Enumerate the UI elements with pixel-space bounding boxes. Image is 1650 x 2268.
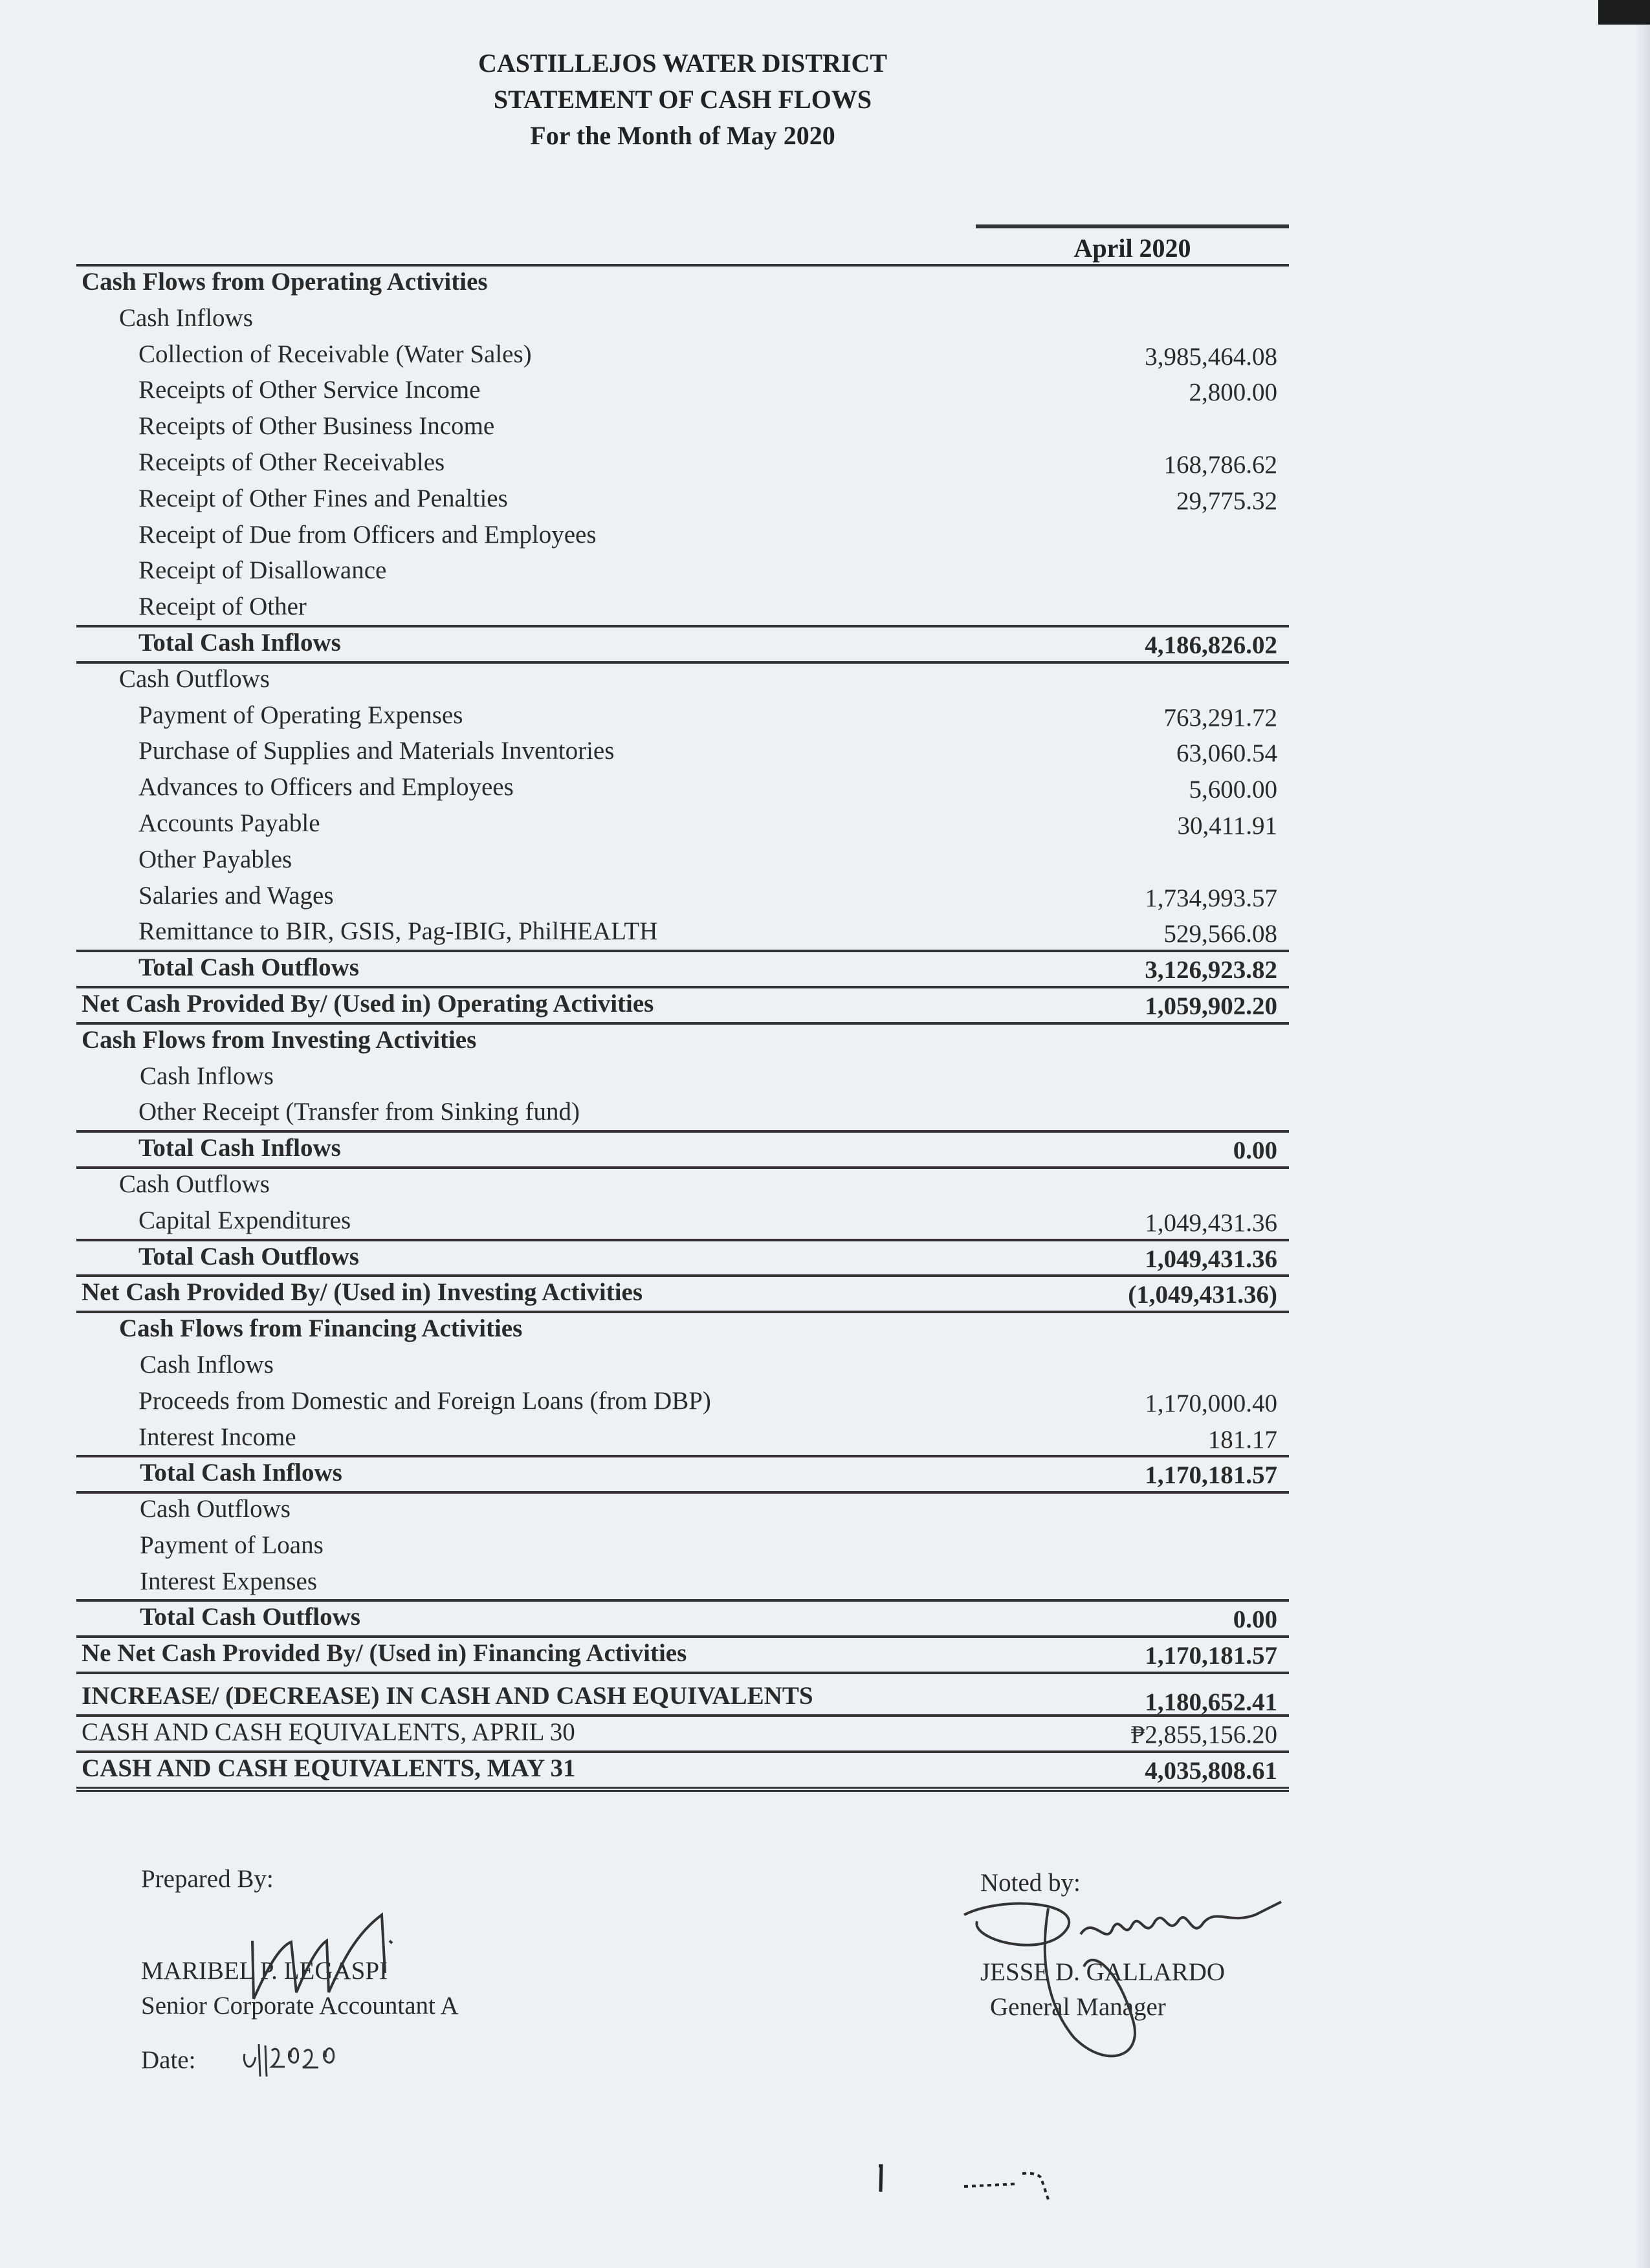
table-row bbox=[76, 1419, 1289, 1456]
row-value: 0.00 bbox=[1233, 1606, 1277, 1634]
row-value: 4,186,826.02 bbox=[1145, 631, 1277, 659]
row-value: 1,734,993.57 bbox=[1145, 884, 1277, 912]
row-value: 529,566.08 bbox=[1163, 920, 1277, 948]
row-value: 0.00 bbox=[1233, 1137, 1277, 1165]
table-row bbox=[76, 1599, 1289, 1635]
row-label: Total Cash Inflows bbox=[138, 628, 341, 657]
noted-by-name: JESSE D. GALLARDO bbox=[980, 1958, 1226, 1986]
row-label: Cash Outflows bbox=[119, 664, 270, 693]
row-label: Receipts of Other Business Income bbox=[138, 412, 495, 441]
table-row bbox=[76, 589, 1289, 625]
row-label: Net Cash Provided By/ (Used in) Operating Activities bbox=[82, 989, 654, 1018]
prepared-by-signature bbox=[220, 1902, 427, 2044]
statement-title: STATEMENT OF CASH FLOWS bbox=[493, 85, 872, 114]
row-value: 63,060.54 bbox=[1176, 739, 1277, 768]
table-row bbox=[76, 1203, 1289, 1239]
table-row bbox=[76, 1383, 1289, 1419]
row-label: Receipt of Disallowance bbox=[138, 556, 387, 585]
table-row bbox=[76, 481, 1289, 517]
table-row bbox=[76, 444, 1289, 481]
date-label: Date: bbox=[141, 2046, 196, 2074]
row-label: Total Cash Inflows bbox=[138, 1134, 341, 1162]
table-row bbox=[76, 336, 1289, 373]
noted-by-label: Noted by: bbox=[980, 1869, 1081, 1897]
row-label: Net Cash Provided By/ (Used in) Investing Activities bbox=[82, 1278, 643, 1307]
row-value: (1,049,431.36) bbox=[1128, 1281, 1277, 1309]
row-label: Payment of Loans bbox=[140, 1531, 324, 1559]
document-header bbox=[0, 45, 1365, 154]
column-header: April 2020 bbox=[1073, 234, 1191, 263]
table-row bbox=[76, 300, 1289, 336]
table-row bbox=[76, 1347, 1289, 1383]
table-row bbox=[76, 625, 1289, 661]
table-row bbox=[76, 1311, 1289, 1347]
noted-by-title: General Manager bbox=[990, 1993, 1166, 2021]
table-row bbox=[76, 661, 1289, 697]
row-label: Capital Expenditures bbox=[138, 1206, 351, 1234]
row-label: Cash Flows from Operating Activities bbox=[82, 268, 488, 296]
table-row bbox=[76, 1672, 1289, 1717]
row-label: Advances to Officers and Employees bbox=[138, 773, 514, 801]
row-label: Receipts of Other Receivables bbox=[138, 448, 445, 476]
row-label: Receipt of Other bbox=[138, 593, 307, 621]
table-row bbox=[76, 1130, 1289, 1166]
row-label: Cash Inflows bbox=[140, 1062, 274, 1090]
table-row bbox=[76, 1714, 1289, 1750]
table-row bbox=[76, 1527, 1289, 1564]
row-label: CASH AND CASH EQUIVALENTS, APRIL 30 bbox=[82, 1718, 575, 1747]
row-label: Total Cash Outflows bbox=[138, 954, 359, 982]
row-label: Ne Net Cash Provided By/ (Used in) Financing Activities bbox=[82, 1639, 687, 1668]
table-row bbox=[76, 878, 1289, 914]
row-label: Receipt of Due from Officers and Employees bbox=[138, 520, 597, 549]
scan-mark bbox=[958, 2167, 1061, 2206]
statement-period: For the Month of May 2020 bbox=[530, 121, 835, 150]
row-value: 1,049,431.36 bbox=[1145, 1245, 1277, 1273]
page-edge-shadow bbox=[1634, 0, 1650, 2268]
row-value: 1,180,652.41 bbox=[1145, 1688, 1277, 1717]
row-label: Collection of Receivable (Water Sales) bbox=[138, 340, 532, 368]
row-value: 3,126,923.82 bbox=[1145, 956, 1277, 985]
row-label: Payment of Operating Expenses bbox=[138, 701, 463, 729]
table-row bbox=[76, 517, 1289, 553]
row-label: Proceeds from Domestic and Foreign Loans (from DBP) bbox=[138, 1386, 711, 1415]
row-label: Other Payables bbox=[138, 845, 292, 873]
table-row bbox=[76, 1455, 1289, 1491]
row-label: Accounts Payable bbox=[138, 809, 320, 837]
table-row bbox=[76, 950, 1289, 986]
row-label: Cash Outflows bbox=[140, 1495, 291, 1523]
row-label: Cash Flows from Investing Activities bbox=[82, 1025, 477, 1054]
row-value: 29,775.32 bbox=[1176, 486, 1277, 515]
table-row bbox=[76, 1022, 1289, 1058]
row-label: Receipt of Other Fines and Penalties bbox=[138, 484, 508, 512]
noted-by-signature bbox=[951, 1889, 1301, 2096]
row-label: Salaries and Wages bbox=[138, 881, 334, 910]
row-value: 1,170,000.40 bbox=[1145, 1389, 1277, 1417]
table-row bbox=[76, 805, 1289, 842]
scan-speck bbox=[867, 2161, 893, 2199]
row-label: Remittance to BIR, GSIS, Pag-IBIG, PhilHEALTH bbox=[138, 917, 658, 946]
prepared-by-label: Prepared By: bbox=[141, 1865, 274, 1893]
scanner-edge bbox=[1598, 0, 1650, 25]
row-value: 3,985,464.08 bbox=[1145, 342, 1277, 371]
table-row bbox=[76, 1564, 1289, 1600]
table-row bbox=[76, 1491, 1289, 1527]
table-row bbox=[76, 372, 1289, 408]
row-value: 181.17 bbox=[1207, 1425, 1277, 1454]
row-label: Interest Expenses bbox=[140, 1567, 317, 1595]
row-value: 1,170,181.57 bbox=[1145, 1642, 1277, 1670]
row-label: Cash Inflows bbox=[119, 303, 253, 332]
table-row bbox=[76, 842, 1289, 878]
row-label: CASH AND CASH EQUIVALENTS, MAY 31 bbox=[82, 1754, 576, 1782]
table-row bbox=[76, 1166, 1289, 1203]
cash-flow-table bbox=[76, 264, 1289, 1792]
prepared-by-title: Senior Corporate Accountant A bbox=[141, 1992, 459, 2020]
row-label: Purchase of Supplies and Materials Inventories bbox=[138, 737, 615, 765]
table-row bbox=[76, 264, 1289, 300]
organization-name: CASTILLEJOS WATER DISTRICT bbox=[478, 49, 888, 78]
row-label: Other Receipt (Transfer from Sinking fund) bbox=[138, 1098, 580, 1126]
row-value: 4,035,808.61 bbox=[1145, 1756, 1277, 1785]
table-row bbox=[76, 697, 1289, 734]
table-row bbox=[76, 1239, 1289, 1275]
row-label: Interest Income bbox=[138, 1423, 296, 1451]
row-label: Cash Outflows bbox=[119, 1170, 270, 1198]
table-row bbox=[76, 1094, 1289, 1130]
row-value: 30,411.91 bbox=[1177, 811, 1277, 840]
row-label: INCREASE/ (DECREASE) IN CASH AND CASH EQUIVALENTS bbox=[82, 1682, 813, 1710]
table-row bbox=[76, 1635, 1289, 1672]
row-label: Receipts of Other Service Income bbox=[138, 376, 481, 404]
table-row bbox=[76, 1058, 1289, 1095]
table-row bbox=[76, 1274, 1289, 1311]
row-label: Total Cash Inflows bbox=[140, 1459, 342, 1487]
row-label: Cash Flows from Financing Activities bbox=[119, 1314, 523, 1343]
row-value: 1,059,902.20 bbox=[1145, 992, 1277, 1020]
row-value: 5,600.00 bbox=[1189, 776, 1277, 804]
table-row bbox=[76, 1750, 1289, 1792]
row-value: 763,291.72 bbox=[1163, 703, 1277, 732]
table-row bbox=[76, 408, 1289, 444]
prepared-by-name: MARIBEL P. LEGASPI bbox=[141, 1957, 388, 1985]
row-value: 168,786.62 bbox=[1163, 450, 1277, 479]
row-label: Cash Inflows bbox=[140, 1350, 274, 1379]
row-label: Total Cash Outflows bbox=[138, 1242, 359, 1270]
table-row bbox=[76, 913, 1289, 950]
handwritten-date bbox=[239, 2038, 388, 2083]
row-value: 2,800.00 bbox=[1189, 378, 1277, 407]
row-value: 1,170,181.57 bbox=[1145, 1461, 1277, 1490]
row-value: 1,049,431.36 bbox=[1145, 1208, 1277, 1237]
row-label: Total Cash Outflows bbox=[140, 1603, 360, 1631]
table-row bbox=[76, 552, 1289, 589]
table-row bbox=[76, 769, 1289, 805]
table-row bbox=[76, 986, 1289, 1022]
table-row bbox=[76, 733, 1289, 769]
row-value: ₱2,855,156.20 bbox=[1130, 1721, 1277, 1749]
